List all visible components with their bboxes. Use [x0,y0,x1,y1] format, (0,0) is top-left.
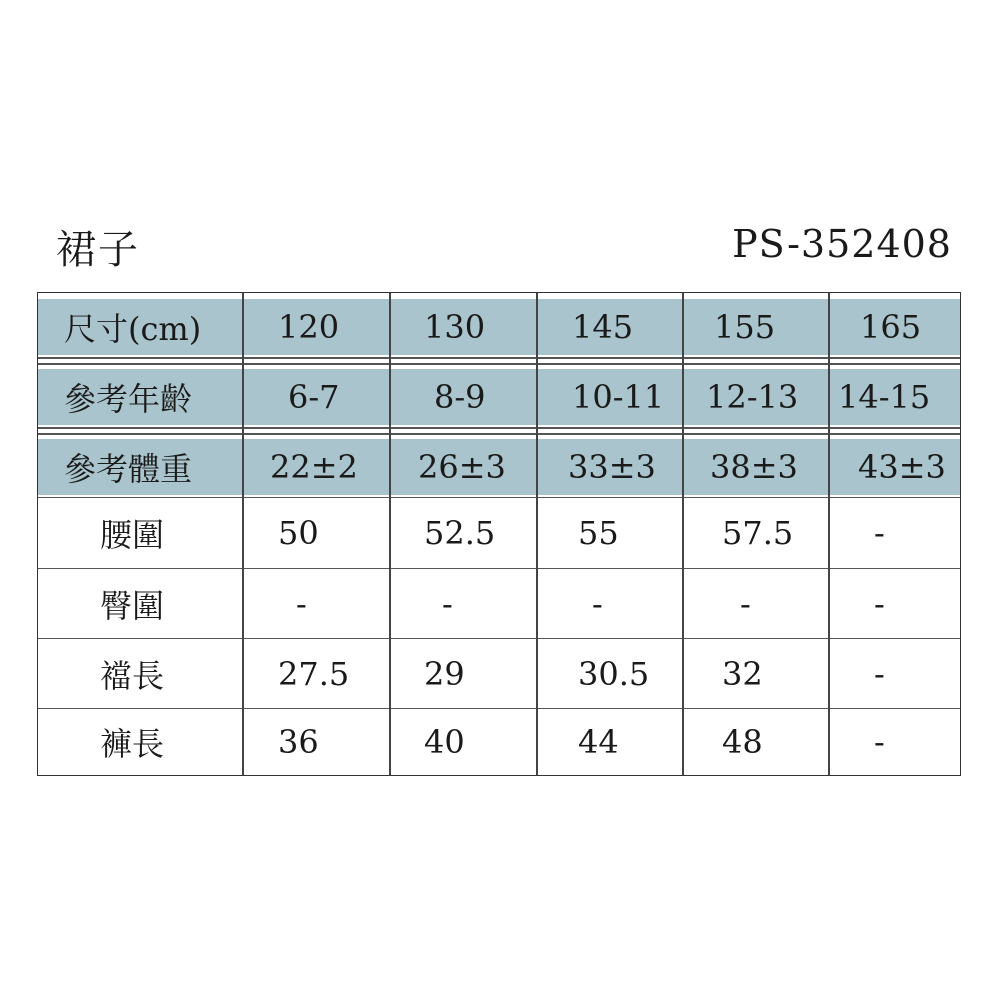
divider [38,427,960,429]
table-cell: 120 [278,308,340,346]
column-line [389,293,391,775]
table-cell: 10-11 [572,378,665,416]
table-cell: - [874,723,885,761]
column-line [828,293,830,775]
table-row [38,498,960,568]
table-cell: 40 [424,723,465,761]
table-row [38,639,960,708]
divider [38,357,960,359]
table-cell: 43±3 [858,448,946,486]
row-label: 褲長 [100,725,165,763]
product-code: PS-352408 [732,222,952,266]
table-cell: 165 [860,308,922,346]
table-cell: 8-9 [434,378,486,416]
table-cell: 145 [572,308,634,346]
table-cell: 22±2 [270,448,358,486]
table-cell: 55 [578,514,619,552]
table-cell: 12-13 [706,378,799,416]
table-cell: 32 [722,654,763,693]
table-cell: 27.5 [278,654,350,693]
column-line [242,293,244,775]
table-cell: - [874,654,885,693]
table-cell: 155 [714,308,776,346]
table-cell: - [874,514,885,552]
table-cell: 6-7 [288,378,340,416]
table-cell: 33±3 [568,448,656,486]
row-label: 參考體重 [64,450,193,488]
table-cell: 57.5 [722,514,794,552]
table-cell: 44 [578,723,619,761]
header-row-weight [38,439,960,495]
row-label: 臀圍 [100,586,165,625]
table-cell: 14-15 [838,378,931,416]
table-cell: 29 [424,654,465,693]
table-cell: 36 [278,723,319,761]
column-line [682,293,684,775]
table-row [38,709,960,775]
table-cell: 50 [278,514,319,552]
table-cell: - [592,584,603,623]
row-label: 參考年齡 [64,380,193,418]
header-row-size [38,299,960,355]
size-table [37,292,961,776]
table-cell: 30.5 [578,654,650,693]
table-cell: - [740,584,751,623]
row-label: 尺寸(cm) [64,310,202,348]
divider [38,433,960,435]
table-cell: 48 [722,723,763,761]
table-cell: 130 [424,308,486,346]
table-cell: - [296,584,307,623]
table-cell: - [442,584,453,623]
divider [38,363,960,365]
row-label: 腰圍 [100,516,165,554]
table-row [38,569,960,638]
table-cell: 26±3 [418,448,506,486]
column-line [536,293,538,775]
table-cell: 38±3 [710,448,798,486]
header-row-age [38,369,960,425]
table-cell: 52.5 [424,514,496,552]
page-title: 裙子 [56,227,140,273]
row-label: 襠長 [100,656,165,695]
table-cell: - [874,584,885,623]
